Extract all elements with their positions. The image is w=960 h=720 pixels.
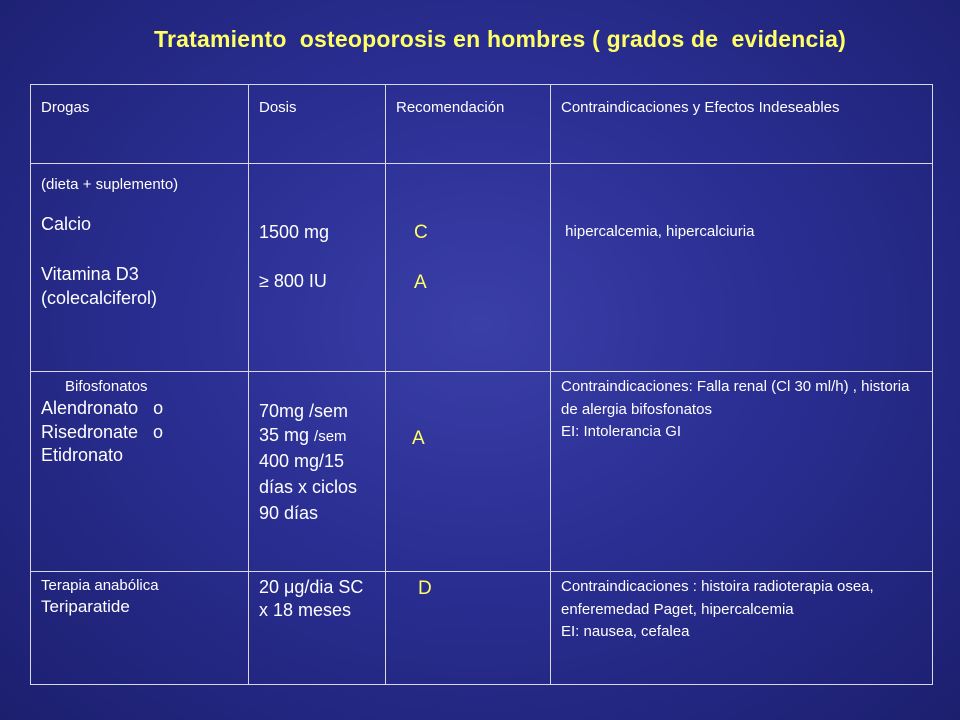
dose-line: 400 mg/15 días x ciclos 90 días xyxy=(259,450,363,523)
dose-teriparatide: 20 μg/dia SC x 18 meses xyxy=(259,577,369,621)
table-row xyxy=(31,572,933,685)
dose-line: 70mg /sem xyxy=(259,401,349,421)
treatment-table xyxy=(30,84,933,685)
effects-text: Contraindicaciones : histoira radioterapia osea, enferemedad Paget, hipercalcemia EI: nausea, cefalea xyxy=(561,578,874,640)
drug-calcio: Calcio xyxy=(41,214,92,235)
recommendation-cell xyxy=(386,372,551,572)
dose-cell xyxy=(249,572,386,685)
effects-cell xyxy=(551,372,933,572)
slide-title: Tratamiento osteoporosis en hombres ( grados de evidencia) xyxy=(154,26,846,52)
dose-cell xyxy=(249,164,386,372)
drug-teriparatide: Teriparatide xyxy=(41,597,130,617)
header-contraindicaciones: Contraindicaciones y Efectos Indeseables xyxy=(551,85,933,164)
drug-note: Bifosfonatos xyxy=(65,378,148,395)
grade-vitamina-d3: A xyxy=(414,271,427,293)
table-header-row xyxy=(31,85,933,164)
drug-cell xyxy=(31,164,249,372)
effects-text: hipercalcemia, hipercalciuria xyxy=(561,223,755,240)
dose-line: 35 mg xyxy=(259,425,315,446)
recommendation-cell xyxy=(386,572,551,685)
effects-text: Contraindicaciones: Falla renal (Cl 30 ml/h) , historia de alergia bifosfonatos EI: Intolerancia GI xyxy=(561,378,910,440)
dose-vitamina-d3: ≥ 800 IU xyxy=(259,271,327,292)
header-dosis: Dosis xyxy=(249,85,386,164)
drug-cell xyxy=(31,372,249,572)
header-recomendacion: Recomendación xyxy=(386,85,551,164)
drug-bisphosphonates: Alendronato o Risedronate o Etidronato xyxy=(41,398,164,466)
effects-cell xyxy=(551,164,933,372)
table-row xyxy=(31,164,933,372)
table-row xyxy=(31,372,933,572)
grade-bisphosphonates: A xyxy=(412,428,425,449)
dose-cell xyxy=(249,372,386,572)
drug-vitamina-d3: Vitamina D3 (colecalciferol) xyxy=(41,263,158,308)
recommendation-cell xyxy=(386,164,551,372)
effects-cell xyxy=(551,572,933,685)
dose-calcio: 1500 mg xyxy=(259,222,330,242)
grade-teriparatide: D xyxy=(418,578,432,599)
grade-calcio: C xyxy=(414,222,428,243)
drug-cell xyxy=(31,572,249,685)
header-drogas: Drogas xyxy=(31,85,249,164)
dose-line-unit: /sem xyxy=(314,428,347,446)
drug-note: (dieta + suplemento) xyxy=(41,176,179,193)
drug-note: Terapia anabólica xyxy=(41,577,159,594)
